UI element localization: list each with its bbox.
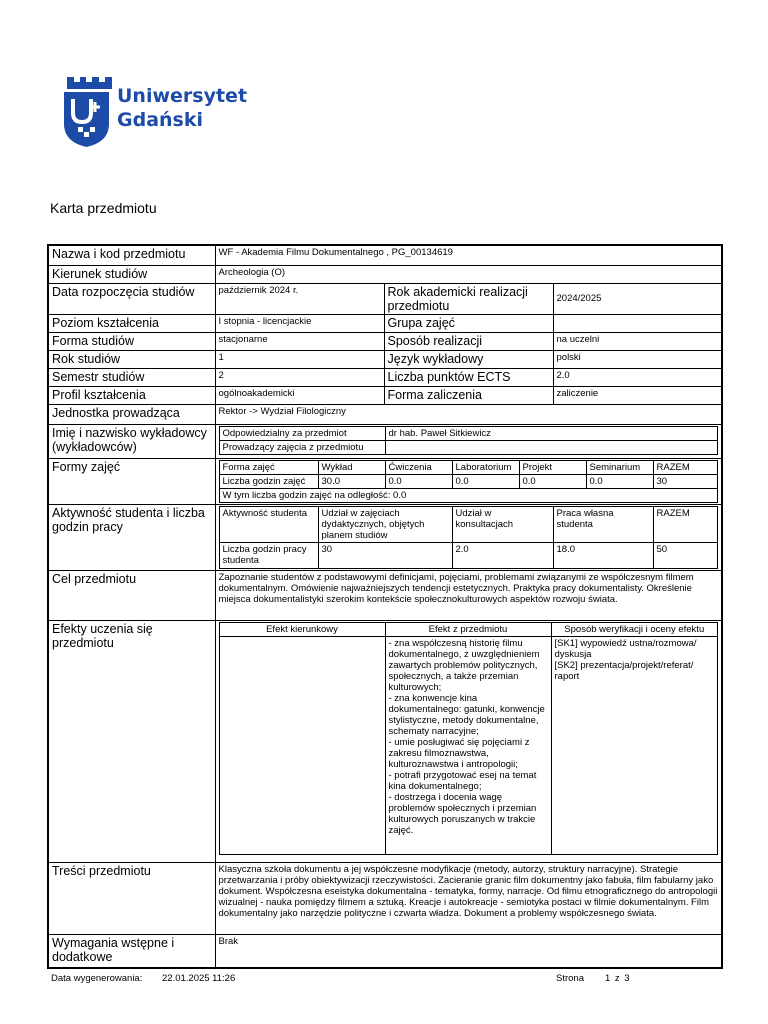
remote-hours: W tym liczba godzin zajęć na odległość: 0.0 [219,488,718,502]
value-profile: ogólnoakademicki [215,386,384,404]
label-level: Poziom kształcenia [48,314,215,332]
footer-generated-label: Data wygenerowania: [51,973,143,984]
class-forms-cell: 0.0 [519,474,586,488]
value-prerequisites: Brak [215,934,722,968]
label-ects: Liczba punktów ECTS [384,368,553,386]
activity-header: Aktywność studenta [219,506,318,542]
label-study-form: Forma studiów [48,332,215,350]
class-forms-header: Ćwiczenia [385,460,452,474]
label-delivery-mode: Sposób realizacji [384,332,553,350]
learning-outcomes-table [219,622,719,855]
class-forms-cell: 30.0 [318,474,385,488]
label-semester: Semestr studiów [48,368,215,386]
course-card-table [47,244,723,969]
logo-line-2: Gdański [117,109,204,131]
value-study-form: stacjonarne [215,332,384,350]
value-unit: Rektor -> Wydział Filologiczny [215,404,722,424]
value-semester: 2 [215,368,384,386]
label-academic-year: Rok akademicki realizacji przedmiotu [384,283,553,314]
value-assessment-form: zaliczenie [553,386,722,404]
class-forms-table [219,460,719,503]
activity-cell: 30 [318,542,452,568]
value-study-year: 1 [215,350,384,368]
class-forms-header: Laboratorium [452,460,519,474]
outcomes-header: Efekt kierunkowy [219,622,385,636]
label-assessment-form: Forma zaliczenia [384,386,553,404]
class-forms-cell: 0.0 [452,474,519,488]
outcome-course-effect: - zna współczesną historię filmu dokumentalnego, z uwzględnieniem zawartych problemów politycznych, społecznych, a także przemian kulturowych; - zna konwencje kina dokumentalnego: gatunki, konwencje stylistyczne, metody dokumentalne, schematy narracyjne; - umie posługiwać się pojęciami z zakresu filmoznawstwa, kulturoznawstwa i antropologii; - potrafi przygotować esej na temat kina dokumentalnego; - dostrzega i docenia wagę problemów społecznych i przemian kulturowych poruszanych w trakcie zajęć. [385,636,551,854]
value-start-date: październik 2024 r. [215,283,384,314]
label-course-name: Nazwa i kod przedmiotu [48,245,215,265]
footer-page-label: Strona [556,973,584,984]
class-forms-header: RAZEM [653,460,718,474]
value-delivery-mode: na uczelni [553,332,722,350]
class-forms-cell: 0.0 [586,474,653,488]
activity-cell: 2.0 [452,542,553,568]
lecturers-table [219,426,719,455]
lecturer-role-responsible: Odpowiedzialny za przedmiot [219,426,385,440]
activity-header: Praca własna studenta [553,506,653,542]
label-course-goal: Cel przedmiotu [48,570,215,620]
label-learning-outcomes: Efekty uczenia się przedmiotu [48,620,215,862]
activity-header: Udział w zajęciach dydaktycznych, objętych planem studiów [318,506,452,542]
value-course-goal: Zapoznanie studentów z podstawowymi definicjami, pojęciami, problemami związanymi ze współczesnym filmem dokumentalnym. Omówienie najważniejszych tendencji estetycznych. Praktyka pracy dokumentalisty. Określenie miejsca dokumentalistyki szerokim kontekście społecznokulturowych aspektów rozwoju świata. [215,570,722,620]
university-logo [64,77,254,147]
outcomes-header: Sposób weryfikacji i oceny efektu [551,622,718,636]
activity-cell: 50 [653,542,718,568]
student-activity-table [219,506,719,569]
class-forms-cell: Liczba godzin zajęć [219,474,318,488]
value-ects: 2.0 [553,368,722,386]
value-course-name: WF - Akademia Filmu Dokumentalnego , PG_00134619 [215,245,722,265]
class-forms-cell: 0.0 [385,474,452,488]
lecturer-role-teaching: Prowadzący zajęcia z przedmiotu [219,440,385,454]
label-prerequisites: Wymagania wstępne i dodatkowe [48,934,215,968]
class-forms-header: Forma zajęć [219,460,318,474]
label-student-activity: Aktywność studenta i liczba godzin pracy [48,504,215,570]
label-study-year: Rok studiów [48,350,215,368]
value-level: I stopnia - licencjackie [215,314,384,332]
label-profile: Profil kształcenia [48,386,215,404]
label-class-group: Grupa zajęć [384,314,553,332]
value-academic-year: 2024/2025 [553,283,722,314]
outcome-field-effect [219,636,385,854]
logo-wordmark [117,84,247,132]
lecturer-name-responsible: dr hab. Paweł Sitkiewicz [385,426,718,440]
value-class-group [553,314,722,332]
lecturer-name-teaching [385,440,718,454]
university-crest-icon [64,77,112,147]
activity-header: Udział w konsultacjach [452,506,553,542]
class-forms-cell: 30 [653,474,718,488]
activity-header: RAZEM [653,506,718,542]
outcomes-header: Efekt z przedmiotu [385,622,551,636]
label-class-forms: Formy zajęć [48,458,215,504]
class-forms-header: Wykład [318,460,385,474]
label-start-date: Data rozpoczęcia studiów [48,283,215,314]
value-course-contents: Klasyczna szkoła dokumentu a jej współczesne modyfikacje (metody, autorzy, struktury narracyjne). Strategie przetwarzania i próby obiektywizacji rzeczywistości. Zacieranie granic film dokumentny jako fabuła, film fabularny jako dokument. Współczesna eseistyka dokumentalna - tematyka, formy, narracje. Od filmu etnograficznego do antropologii wizualnej - nauka pomiędzy filmem a sztuką. Kreacje i autokreacje - semiotyka postaci w filmie dokumentalnym. Film dokumentalny jako narzędzie polityczne i czwarta władza. Dokument a problemy współczesnego świata. [215,862,722,934]
class-forms-header: Seminarium [586,460,653,474]
outcome-verification: [SK1] wypowiedź ustna/rozmowa/ dyskusja [SK2] prezentacja/projekt/referat/ raport [551,636,718,854]
label-lecturers: Imię i nazwisko wykładowcy (wykładowców) [48,424,215,458]
label-field-of-study: Kierunek studiów [48,265,215,283]
class-forms-header: Projekt [519,460,586,474]
activity-cell: 18.0 [553,542,653,568]
value-language: polski [553,350,722,368]
label-course-contents: Treści przedmiotu [48,862,215,934]
document-title: Karta przedmiotu [50,200,157,216]
value-field-of-study: Archeologia (O) [215,265,722,283]
label-language: Język wykładowy [384,350,553,368]
label-unit: Jednostka prowadząca [48,404,215,424]
activity-cell: Liczba godzin pracy studenta [219,542,318,568]
footer-page-number: 1 z 3 [605,973,630,984]
footer-generated-date: 22.01.2025 11:26 [162,973,236,984]
logo-line-1: Uniwersytet [117,85,248,107]
